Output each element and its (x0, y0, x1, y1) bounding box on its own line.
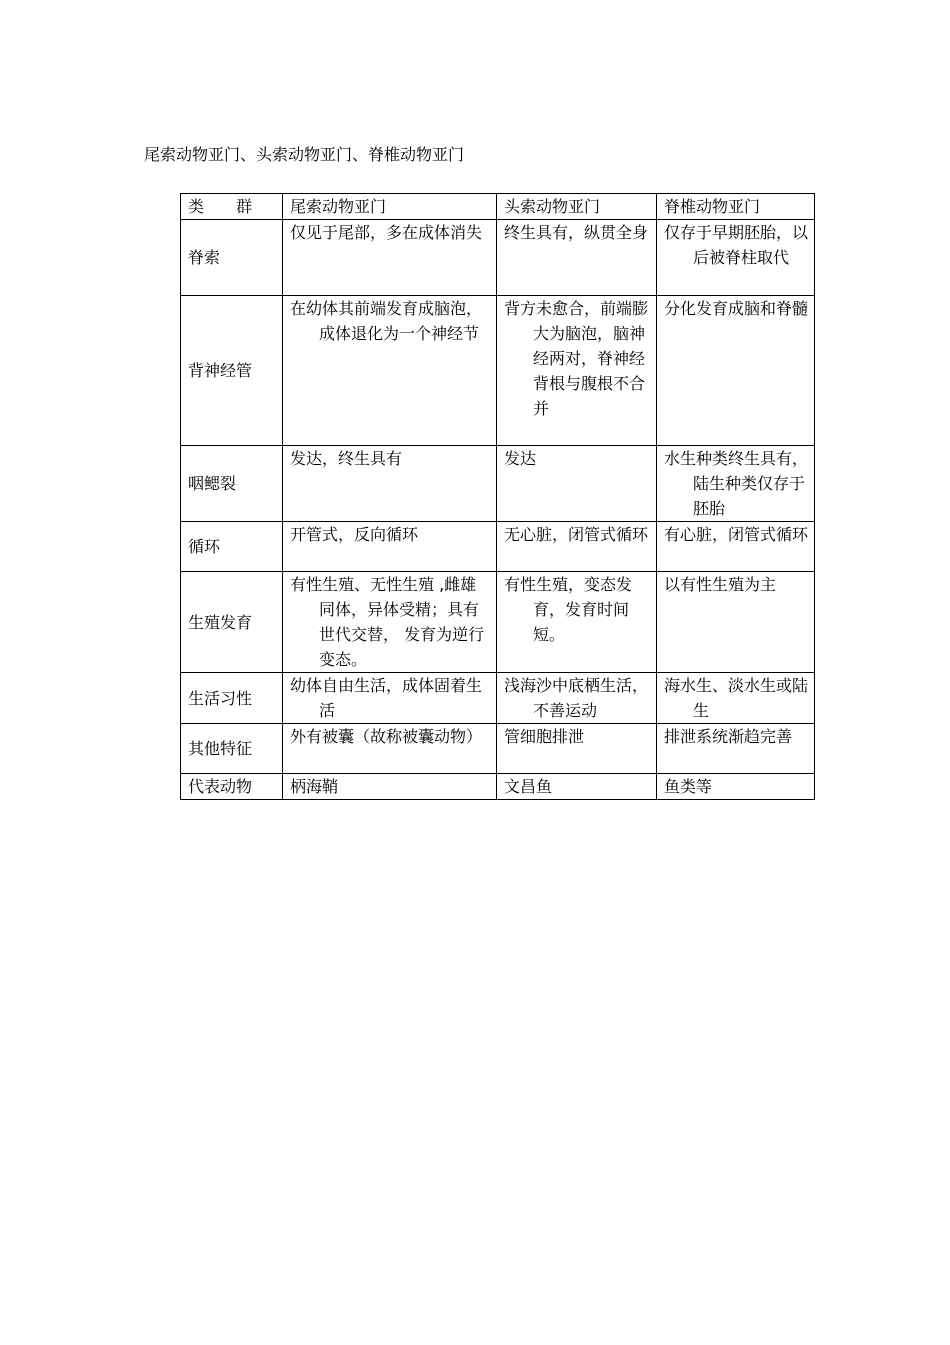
table-row (181, 522, 815, 572)
table-cell: 仅见于尾部，多在成体消失 (283, 220, 497, 296)
table-cell: 仅存于早期胚胎，以后被脊柱取代 (657, 220, 815, 296)
table-cell: 管细胞排泄 (497, 724, 657, 774)
comparison-table (180, 193, 815, 800)
header-cephalochordata: 头索动物亚门 (497, 194, 657, 220)
table-cell: 排泄系统渐趋完善 (657, 724, 815, 774)
table-cell: 有性生殖，变态发育，发育时间短。 (497, 572, 657, 673)
row-label: 脊索 (181, 220, 283, 296)
table-cell: 无心脏，闭管式循环 (497, 522, 657, 572)
header-category: 类 群 (181, 194, 283, 220)
header-vertebrata: 脊椎动物亚门 (657, 194, 815, 220)
row-label: 咽鳃裂 (181, 446, 283, 522)
table-cell: 文昌鱼 (497, 774, 657, 800)
row-label: 其他特征 (181, 724, 283, 774)
table-cell: 鱼类等 (657, 774, 815, 800)
table-cell: 幼体自由生活，成体固着生活 (283, 673, 497, 724)
table-row (181, 572, 815, 673)
table-cell: 分化发育成脑和脊髓 (657, 296, 815, 446)
table-row (181, 724, 815, 774)
table-cell: 背方未愈合，前端膨大为脑泡，脑神经两对，脊神经背根与腹根不合并 (497, 296, 657, 446)
page-title: 尾索动物亚门、头索动物亚门、脊椎动物亚门 (144, 145, 465, 164)
table-cell: 终生具有，纵贯全身 (497, 220, 657, 296)
table-row (181, 296, 815, 446)
table-cell: 以有性生殖为主 (657, 572, 815, 673)
table-cell: 开管式，反向循环 (283, 522, 497, 572)
table-row (181, 673, 815, 724)
row-label: 代表动物 (181, 774, 283, 800)
table-cell: 发达，终生具有 (283, 446, 497, 522)
table-cell: 浅海沙中底栖生活，不善运动 (497, 673, 657, 724)
row-label: 背神经管 (181, 296, 283, 446)
table-cell: 海水生、淡水生或陆生 (657, 673, 815, 724)
table-cell: 柄海鞘 (283, 774, 497, 800)
row-label: 生殖发育 (181, 572, 283, 673)
table-cell: 有性生殖、无性生殖 ,雌雄同体，异体受精；具有世代交替， 发育为逆行变态。 (283, 572, 497, 673)
header-urochordata: 尾索动物亚门 (283, 194, 497, 220)
row-label: 循环 (181, 522, 283, 572)
table-cell: 在幼体其前端发育成脑泡，成体退化为一个神经节 (283, 296, 497, 446)
table-row (181, 774, 815, 800)
table-row (181, 220, 815, 296)
table-cell: 发达 (497, 446, 657, 522)
table-cell: 有心脏，闭管式循环 (657, 522, 815, 572)
table-cell: 外有被囊（故称被囊动物） (283, 724, 497, 774)
row-label: 生活习性 (181, 673, 283, 724)
table-row (181, 446, 815, 522)
table-header-row (181, 194, 815, 220)
table-cell: 水生种类终生具有，陆生种类仅存于胚胎 (657, 446, 815, 522)
